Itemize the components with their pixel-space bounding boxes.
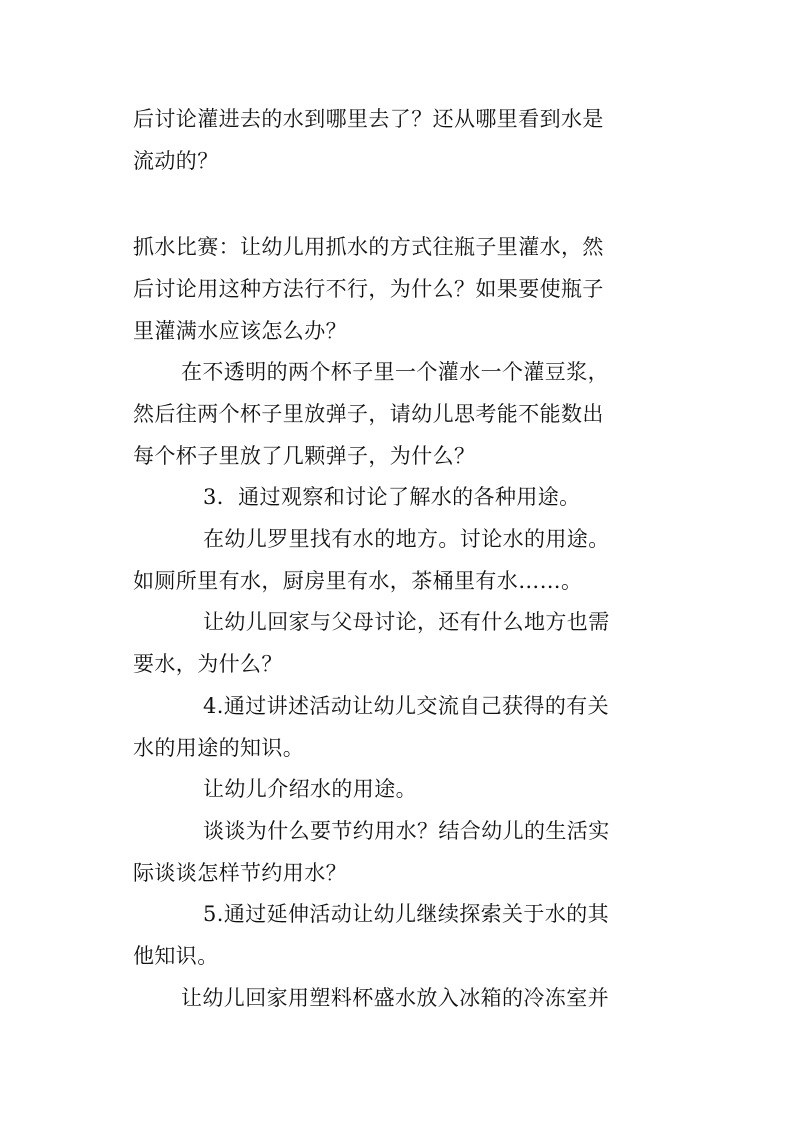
paragraph-line: 际谈谈怎样节约用水？ (133, 861, 347, 885)
paragraph-line: 要水，为什么？ (133, 652, 283, 676)
paragraph-line: 如厕所里有水，厨房里有水，茶桶里有水……。 (133, 569, 583, 593)
paragraph-line: 让幼儿介绍水的用途。 (203, 777, 417, 801)
paragraph-line: 流动的？ (133, 149, 219, 173)
paragraph-line: 然后往两个杯子里放弹子，请幼儿思考能不能数出 (133, 402, 604, 426)
paragraph-line: 在不透明的两个杯子里一个灌水一个灌豆浆， (181, 360, 609, 384)
paragraph-line: 在幼儿罗里找有水的地方。讨论水的用途。 (203, 527, 610, 551)
paragraph-line: 每个杯子里放了几颗弹子，为什么？ (133, 444, 476, 468)
paragraph-line: 3．通过观察和讨论了解水的各种用途。 (203, 485, 581, 509)
paragraph-line: 谈谈为什么要节约用水？结合幼儿的生活实 (203, 819, 610, 843)
paragraph-line: 让幼儿回家与父母讨论，还有什么地方也需 (203, 610, 610, 634)
paragraph-line: 水的用途的知识。 (133, 736, 305, 760)
paragraph-line: 他知识。 (133, 944, 219, 968)
paragraph-line: 5.通过延伸活动让幼儿继续探索关于水的其 (203, 902, 610, 926)
paragraph-line: 里灌满水应该怎么办？ (133, 319, 347, 343)
paragraph-line: 后讨论灌进去的水到哪里去了？还从哪里看到水是 (133, 107, 604, 131)
paragraph-line: 抓水比赛：让幼儿用抓水的方式往瓶子里灌水，然 (133, 235, 604, 259)
paragraph-line: 让幼儿回家用塑料杯盛水放入冰箱的冷冻室并 (181, 986, 609, 1010)
paragraph-line: 4.通过讲述活动让幼儿交流自己获得的有关 (203, 694, 610, 718)
paragraph-line: 后讨论用这种方法行不行，为什么？如果要使瓶子 (133, 277, 604, 301)
